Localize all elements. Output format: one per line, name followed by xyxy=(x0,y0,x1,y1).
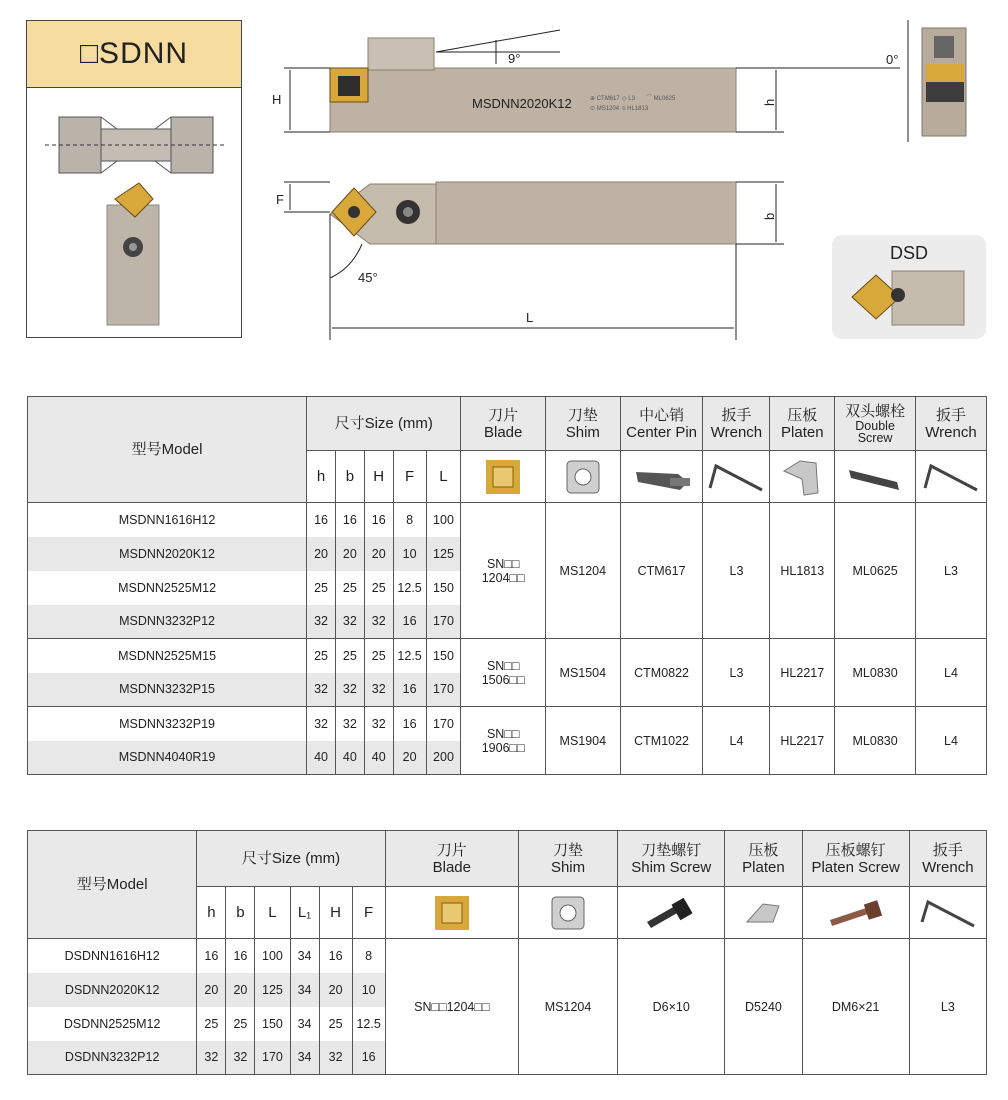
cell-H: 16 xyxy=(319,939,352,973)
dim-header-h: h xyxy=(197,887,226,939)
col-center-pin-header: 中心销 Center Pin xyxy=(620,397,703,451)
cell-h: 40 xyxy=(307,741,336,775)
angle-45-label: 45° xyxy=(358,270,378,285)
shim-screw-icon xyxy=(618,887,725,939)
wrench-icon xyxy=(703,451,770,503)
platen-icon xyxy=(770,451,835,503)
platen-screw-cell: DM6×21 xyxy=(802,939,909,1075)
cell-F: 20 xyxy=(393,741,426,775)
col-shim-header: 刀垫 Shim xyxy=(545,397,620,451)
cell-L: 125 xyxy=(255,973,290,1007)
holder-mark-4: ⊙ MS1204 xyxy=(590,106,620,112)
cell-F: 16 xyxy=(393,673,426,707)
table-row-model: MSDNN3232P12 xyxy=(28,605,307,639)
cell-F: 16 xyxy=(352,1041,385,1075)
table-row-model: MSDNN2525M15 xyxy=(28,639,307,673)
cell-L1: 34 xyxy=(290,1041,319,1075)
col-model-header: 型号Model xyxy=(28,397,307,503)
platen-screw-icon xyxy=(802,887,909,939)
cell-H: 25 xyxy=(319,1007,352,1041)
col-platen-header: 压板 Platen xyxy=(725,831,802,887)
platen-icon xyxy=(725,887,802,939)
cell-F: 12.5 xyxy=(393,571,426,605)
holder-mark-5: ≡ HL1813 xyxy=(622,106,649,112)
blade-cell: SN□□ 1506□□ xyxy=(461,639,546,707)
cell-L: 100 xyxy=(255,939,290,973)
table-row-model: DSDNN2020K12 xyxy=(28,973,197,1007)
holder-marking: MSDNN2020K12 xyxy=(472,96,572,111)
dsd-variant-box xyxy=(832,235,986,339)
cell-h: 32 xyxy=(197,1041,226,1075)
table-row-model: MSDNN4040R19 xyxy=(28,741,307,775)
cell-h: 16 xyxy=(197,939,226,973)
col-blade-header: 刀片 Blade xyxy=(385,831,518,887)
cell-L: 150 xyxy=(426,571,461,605)
double-screw-cell: ML0625 xyxy=(835,503,916,639)
cell-h: 32 xyxy=(307,707,336,741)
wrench-icon xyxy=(909,887,986,939)
dim-b-label: b xyxy=(762,212,777,220)
dim-L-label: L xyxy=(526,310,534,325)
col-wrench-header: 扳手 Wrench xyxy=(909,831,986,887)
cell-b: 32 xyxy=(335,673,364,707)
dim-header-L: L xyxy=(426,451,461,503)
col-wrench2-header: 扳手 Wrench xyxy=(915,397,986,451)
table-row-model: MSDNN2020K12 xyxy=(28,537,307,571)
cell-b: 32 xyxy=(335,605,364,639)
dim-header-F: F xyxy=(352,887,385,939)
cell-h: 20 xyxy=(307,537,336,571)
cell-H: 32 xyxy=(364,605,393,639)
cell-F: 12.5 xyxy=(352,1007,385,1041)
cell-h: 32 xyxy=(307,673,336,707)
wrench2-cell: L4 xyxy=(915,707,986,775)
holder-mark-1: ⊕ CTM617 xyxy=(590,96,620,102)
cell-L: 125 xyxy=(426,537,461,571)
center-pin-cell: CTM0822 xyxy=(620,639,703,707)
double-screw-cell: ML0830 xyxy=(835,707,916,775)
cell-L1: 34 xyxy=(290,973,319,1007)
cell-F: 16 xyxy=(393,707,426,741)
model-title: □SDNN xyxy=(27,21,241,88)
dim-header-L1: L₁ xyxy=(290,887,319,939)
cell-L: 170 xyxy=(426,605,461,639)
platen-cell: HL2217 xyxy=(770,639,835,707)
angle-0-label: 0° xyxy=(886,52,899,67)
dim-F-label: F xyxy=(276,192,284,207)
dim-header-b: b xyxy=(226,887,255,939)
table-row-model: DSDNN3232P12 xyxy=(28,1041,197,1075)
col-platen-header: 压板 Platen xyxy=(770,397,835,451)
dim-header-F: F xyxy=(393,451,426,503)
cell-F: 10 xyxy=(393,537,426,571)
cell-F: 10 xyxy=(352,973,385,1007)
cell-b: 32 xyxy=(226,1041,255,1075)
cell-L: 170 xyxy=(255,1041,290,1075)
dim-H-label: H xyxy=(272,92,282,107)
cell-h: 32 xyxy=(307,605,336,639)
wrench-cell: L3 xyxy=(703,503,770,639)
cell-H: 16 xyxy=(364,503,393,537)
col-platen-screw-header: 压板螺钉 Platen Screw xyxy=(802,831,909,887)
holder-mark-3: ⌒ ML0625 xyxy=(646,96,676,102)
blade-cell: SN□□ 1906□□ xyxy=(461,707,546,775)
insert-icon xyxy=(385,887,518,939)
table-row-model: MSDNN3232P19 xyxy=(28,707,307,741)
table-row-model: MSDNN1616H12 xyxy=(28,503,307,537)
col-double-screw-header: 双头螺栓 Double Screw xyxy=(835,397,916,451)
cell-b: 25 xyxy=(226,1007,255,1041)
shim-cell: MS1204 xyxy=(518,939,617,1075)
shim-icon xyxy=(518,887,617,939)
cell-b: 25 xyxy=(335,639,364,673)
platen-cell: D5240 xyxy=(725,939,802,1075)
shim-icon xyxy=(545,451,620,503)
cell-h: 25 xyxy=(307,571,336,605)
wrench-cell: L3 xyxy=(909,939,986,1075)
dim-header-H: H xyxy=(319,887,352,939)
double-screw-cell: ML0830 xyxy=(835,639,916,707)
platen-cell: HL2217 xyxy=(770,707,835,775)
table-row-model: MSDNN2525M12 xyxy=(28,571,307,605)
cell-H: 25 xyxy=(364,571,393,605)
cell-b: 16 xyxy=(226,939,255,973)
dim-header-H: H xyxy=(364,451,393,503)
cell-H: 25 xyxy=(364,639,393,673)
blade-cell: SN□□ 1204□□ xyxy=(461,503,546,639)
dim-header-L: L xyxy=(255,887,290,939)
cell-H: 20 xyxy=(319,973,352,1007)
cell-b: 32 xyxy=(335,707,364,741)
cell-F: 12.5 xyxy=(393,639,426,673)
dsd-label: DSD xyxy=(889,243,928,263)
insert-icon xyxy=(461,451,546,503)
cell-H: 32 xyxy=(364,673,393,707)
col-blade-header: 刀片 Blade xyxy=(461,397,546,451)
shim-cell: MS1204 xyxy=(545,503,620,639)
wrench-cell: L4 xyxy=(703,707,770,775)
col-model-header: 型号Model xyxy=(28,831,197,939)
cell-F: 16 xyxy=(393,605,426,639)
cell-h: 16 xyxy=(307,503,336,537)
cell-h: 25 xyxy=(197,1007,226,1041)
double-screw-icon xyxy=(835,451,916,503)
cell-L: 150 xyxy=(255,1007,290,1041)
shim-screw-cell: D6×10 xyxy=(618,939,725,1075)
cell-F: 8 xyxy=(352,939,385,973)
cell-H: 32 xyxy=(319,1041,352,1075)
cell-h: 25 xyxy=(307,639,336,673)
dim-h-label: h xyxy=(762,98,777,106)
dim-header-h: h xyxy=(307,451,336,503)
cell-b: 25 xyxy=(335,571,364,605)
table-row-model: DSDNN1616H12 xyxy=(28,939,197,973)
wrench2-cell: L3 xyxy=(915,503,986,639)
cell-b: 20 xyxy=(335,537,364,571)
cell-L1: 34 xyxy=(290,939,319,973)
dsdnn-spec-table xyxy=(27,830,987,1075)
cell-b: 16 xyxy=(335,503,364,537)
cell-H: 32 xyxy=(364,707,393,741)
cell-L1: 34 xyxy=(290,1007,319,1041)
wrench2-cell: L4 xyxy=(915,639,986,707)
col-wrench-header: 扳手 Wrench xyxy=(703,397,770,451)
wrench-icon xyxy=(915,451,986,503)
cell-H: 40 xyxy=(364,741,393,775)
col-size-header: 尺寸Size (mm) xyxy=(307,397,461,451)
table-row-model: MSDNN3232P15 xyxy=(28,673,307,707)
cell-H: 20 xyxy=(364,537,393,571)
cell-L: 200 xyxy=(426,741,461,775)
shim-cell: MS1904 xyxy=(545,707,620,775)
table-row-model: DSDNN2525M12 xyxy=(28,1007,197,1041)
cell-L: 170 xyxy=(426,707,461,741)
blade-cell: SN□□1204□□ xyxy=(385,939,518,1075)
holder-top-view xyxy=(436,182,736,244)
msdnn-spec-table xyxy=(27,396,987,775)
wrench-cell: L3 xyxy=(703,639,770,707)
holder-mark-2: ◇ L3 xyxy=(622,96,635,102)
center-pin-cell: CTM1022 xyxy=(620,707,703,775)
col-shim-screw-header: 刀垫螺钉 Shim Screw xyxy=(618,831,725,887)
center-pin-icon xyxy=(620,451,703,503)
col-shim-header: 刀垫 Shim xyxy=(518,831,617,887)
platen-cell: HL1813 xyxy=(770,503,835,639)
cell-b: 40 xyxy=(335,741,364,775)
center-pin-cell: CTM617 xyxy=(620,503,703,639)
cell-b: 20 xyxy=(226,973,255,1007)
cell-L: 150 xyxy=(426,639,461,673)
shim-cell: MS1504 xyxy=(545,639,620,707)
cell-L: 170 xyxy=(426,673,461,707)
angle-9-label: 9° xyxy=(508,51,521,66)
cell-h: 20 xyxy=(197,973,226,1007)
col-size-header: 尺寸Size (mm) xyxy=(197,831,385,887)
cell-F: 8 xyxy=(393,503,426,537)
cell-L: 100 xyxy=(426,503,461,537)
dim-header-b: b xyxy=(335,451,364,503)
